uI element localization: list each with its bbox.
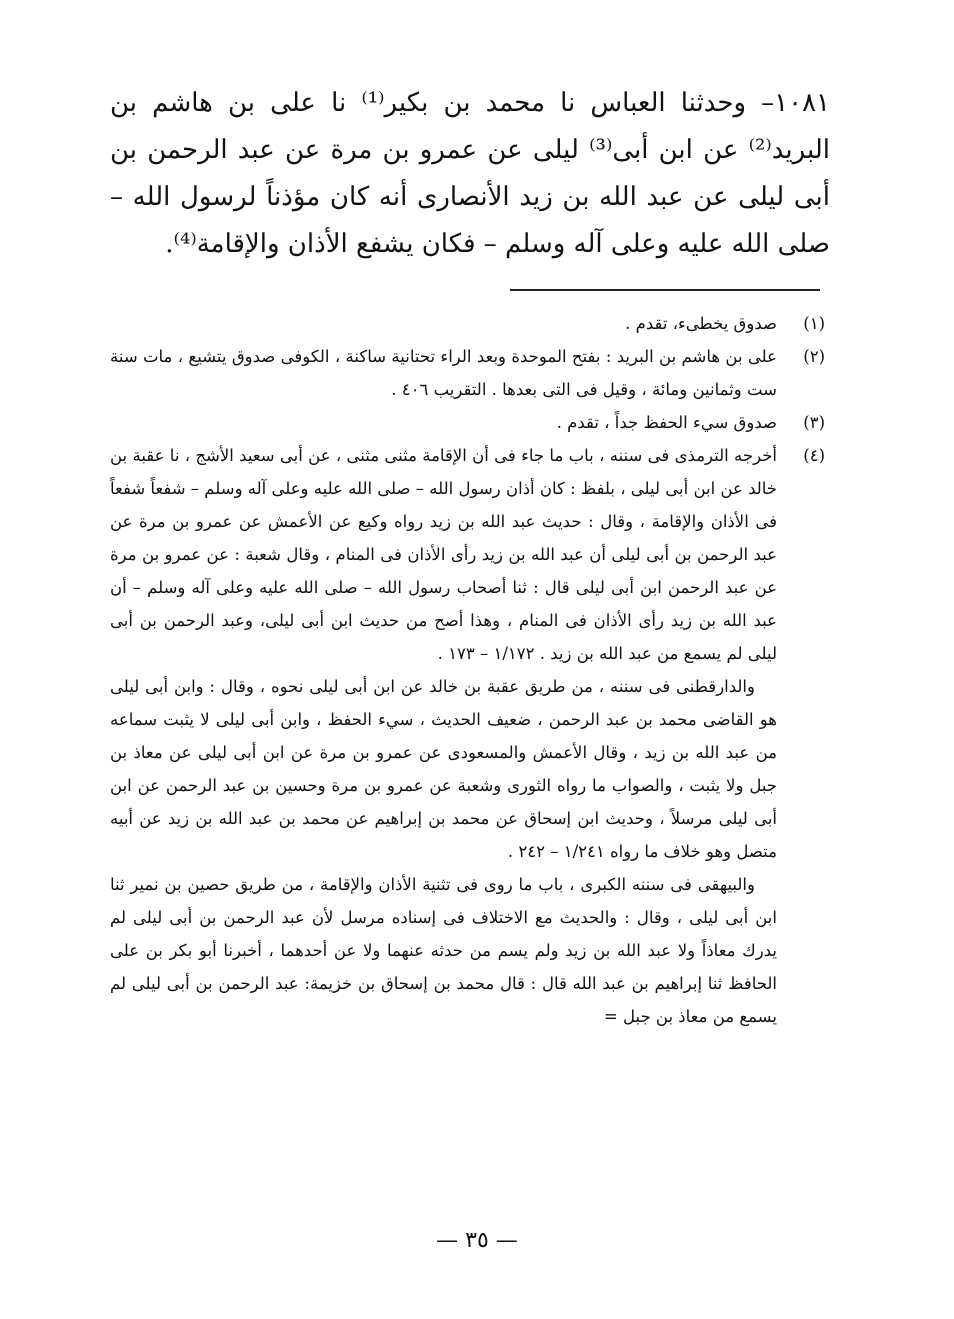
footnote-text: صدوق يخطىء، تقدم . [625, 314, 777, 333]
footnote-4 [110, 439, 825, 670]
footnote-continuation-bayhaqi: والبيهقى فى سننه الكبرى ، باب ما روى فى تثنية الأذان والإقامة ، من طريق حصين بن نمير ثنا ابن أبى ليلى ، وقال : والحديث مع الاختلاف فى إسناده مرسل لأن عبد الرحمن بن أبى ليلى لم يدرك معاذاً ولا عبد الله بن زيد ولم يسم من حدثه عنهما ولا عن أحدهما ، أخبرنا أبو بكر بن على الحافظ ثنا إبراهيم بن عبد الله قال : قال محمد بن إسحاق بن خزيمة: عبد الرحمن بن أبى ليلى لم يسمع من معاذ بن جبل = [110, 875, 777, 1026]
footnote-number: (٣) [803, 413, 825, 432]
footnote-1 [110, 307, 825, 340]
page-number: — ٣٥ — [436, 1228, 518, 1253]
footnote-number: (٢) [803, 347, 825, 366]
footnote-separator [510, 289, 820, 291]
footnote-text: على بن هاشم بن البريد : بفتح الموحدة وبعد الراء تحتانية ساكنة ، الكوفى صدوق يتشيع ، مات سنة ست وثمانين ومائة ، وقيل فى التى بعدها . التقريب ٤٠٦ . [110, 347, 777, 399]
footnote-number: (٤) [803, 446, 825, 465]
hadith-text [110, 80, 830, 268]
footnote-text: أخرجه الترمذى فى سننه ، باب ما جاء فى أن الإقامة مثنى مثنى ، عن أبى سعيد الأشج ، نا عقبة بن خالد عن ابن أبى ليلى ، بلفظ : كان أذان رسول الله – صلى الله عليه وعلى آله وسلم – شفعاً شفعاً فى الأذان والإقامة ، وقال : حديث عبد الله بن زيد رواه وكيع عن الأعمش عن عمرو بن مرة عن عبد الرحمن بن أبى ليلى أن عبد الله بن زيد رأى الأذان فى المنام ، وقال شعبة : عن عمرو بن مرة عن عبد الرحمن ابن أبى ليلى قال : ثنا أصحاب رسول الله – صلى الله عليه وعلى آله وسلم – أن عبد الله بن زيد رأى الأذان فى المنام ، وهذا أصح من حديث ابن أبى ليلى، وعبد الرحمن بن أبى ليلى لم يسمع من عبد الله بن زيد . ١/١٧٢ – ١٧٣ . [110, 446, 777, 663]
footnote-number: (١) [803, 314, 825, 333]
footnote-continuation-daraqutni: والدارقطنى فى سننه ، من طريق عقبة بن خالد عن ابن أبى ليلى نحوه ، وقال : وابن أبى ليلى هو القاضى محمد بن عبد الرحمن ، ضعيف الحديث ، سيء الحفظ ، وابن أبى ليلى لا يثبت سماعه من عبد الله بن زيد ، وقال الأعمش والمسعودى عن عمرو بن مرة عن ابن أبى ليلى عن معاذ بن جبل ولا يثبت ، والصواب ما رواه الثورى وشعبة عن عمرو بن مرة وحسين بن عبد الرحمن عن ابن أبى ليلى مرسلاً ، وحديث ابن إسحاق عن محمد بن إبراهيم عن محمد بن عبد الله بن زيد عن أبيه متصل وهو خلاف ما رواه ١/٢٤١ – ٢٤٢ . [110, 677, 777, 861]
footnotes [110, 307, 825, 1033]
hadith-paragraph: ١٠٨١– وحدثنا العباس نا محمد بن بكير⁽¹⁾ نا على بن هاشم بن البريد⁽²⁾ عن ابن أبى⁽³⁾ ليلى عن عمرو بن مرة عن عبد الرحمن بن أبى ليلى عن عبد الله بن زيد الأنصارى أنه كان مؤذناً لرسول الله – صلى الله عليه وعلى آله وسلم – فكان يشفع الأذان والإقامة⁽⁴⁾. [110, 88, 830, 259]
footnote-3 [110, 406, 825, 439]
footnote-2 [110, 340, 825, 406]
footnote-text: صدوق سيء الحفظ جداً ، تقدم . [556, 413, 777, 432]
